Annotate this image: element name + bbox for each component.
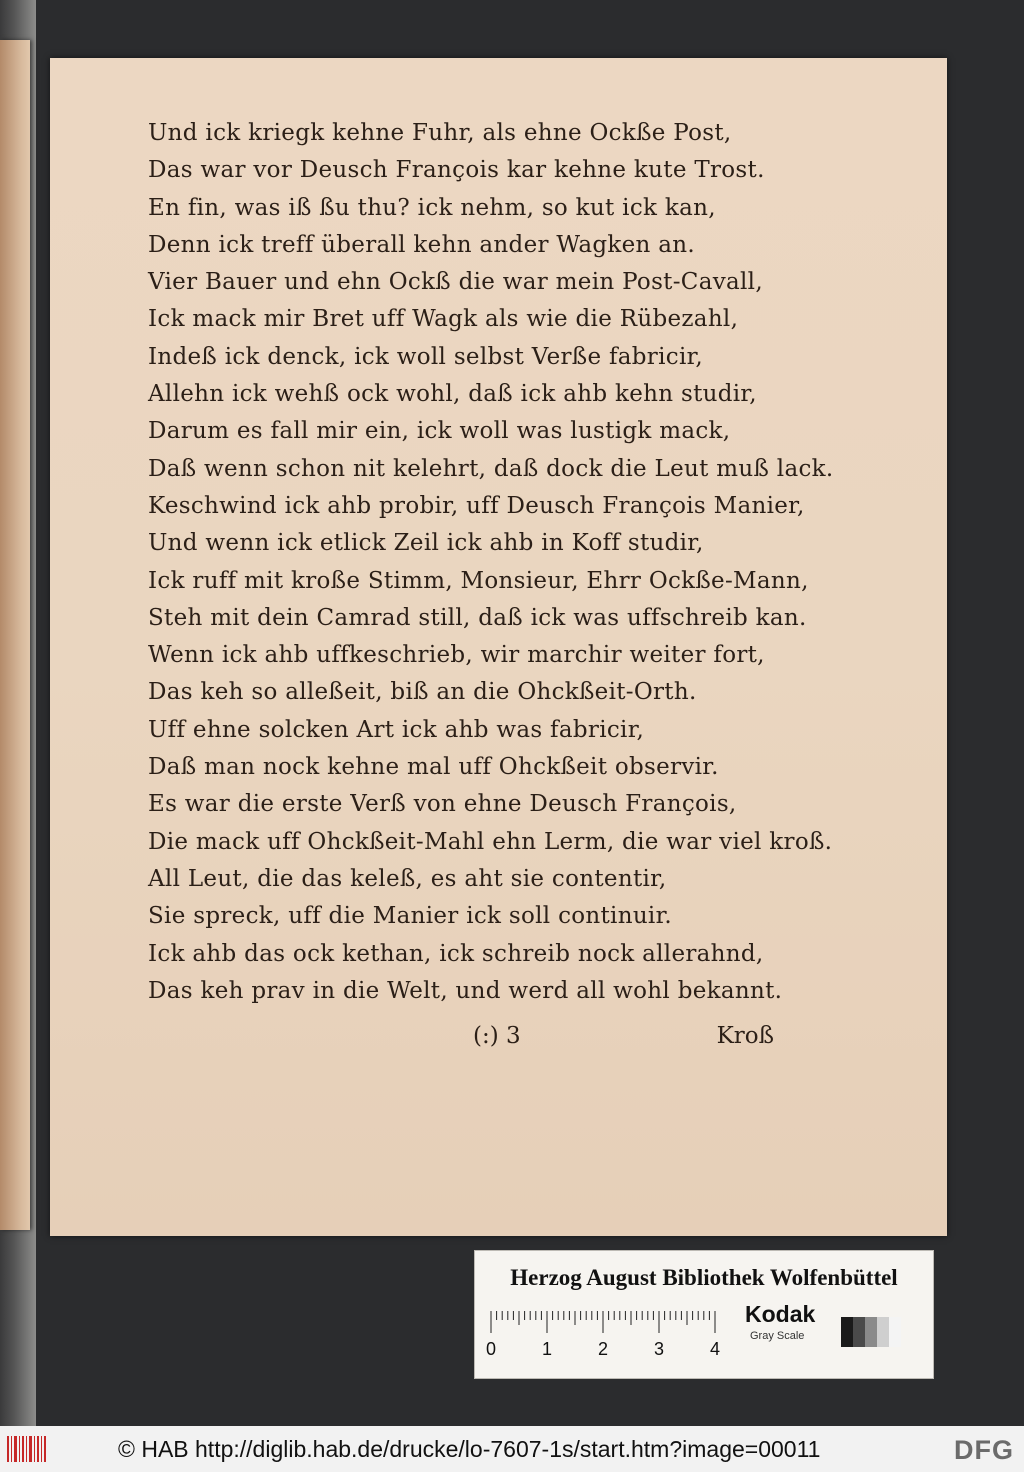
dfg-logo: DFG (954, 1435, 1014, 1465)
ruler-number: 1 (542, 1339, 553, 1359)
copyright-url[interactable]: © HAB http://diglib.hab.de/drucke/lo-7607-1s/start.htm?image=00011 (118, 1436, 821, 1462)
ruler-number: 4 (710, 1339, 721, 1359)
gray-swatch (841, 1317, 853, 1347)
text-line: Darum es fall mir ein, ick woll was lustigk mack, (148, 418, 731, 445)
library-name: Herzog August Bibliothek Wolfenbüttel (510, 1265, 898, 1290)
text-line: En fin, was iß ßu thu? ick nehm, so kut ick kan, (148, 194, 716, 221)
catchword: Kroß (716, 1023, 774, 1049)
kodak-logo: Kodak (745, 1301, 816, 1327)
text-line: Steh mit dein Camrad still, daß ick was uffschreib kan. (148, 604, 807, 631)
text-line: Ick mack mir Bret uff Wagk als wie die Rübezahl, (148, 306, 739, 333)
gray-swatches (841, 1317, 901, 1347)
text-line: Das war vor Deusch François kar kehne kute Trost. (148, 157, 765, 184)
page-footer (148, 1023, 788, 1059)
text-line: Und ick kriegk kehne Fuhr, als ehne Ockße Post, (148, 120, 732, 146)
text-line: Keschwind ick ahb probir, uff Deusch François Manier, (148, 492, 805, 519)
footer-bar (0, 1426, 1024, 1472)
facing-page-edge (0, 40, 30, 1230)
text-line: Daß man nock kehne mal uff Ohckßeit observir. (148, 754, 719, 781)
gray-swatch (853, 1317, 865, 1347)
signature-mark: (:) 3 (473, 1023, 521, 1049)
gray-swatch (877, 1317, 889, 1347)
text-line: Es war die erste Verß von ehne Deusch François, (148, 791, 737, 818)
gray-swatch (889, 1317, 901, 1347)
gray-swatch (865, 1317, 877, 1347)
text-line: Das keh so alleßeit, biß an die Ohckßeit-Orth. (148, 679, 697, 706)
text-line: All Leut, die das keleß, es aht sie contentir, (148, 865, 667, 892)
ruler-number: 0 (486, 1339, 497, 1359)
text-line: Ick ruff mit kroße Stimm, Monsieur, Ehrr Ockße-Mann, (148, 567, 809, 594)
text-line: Und wenn ick etlick Zeil ick ahb in Koff studir, (148, 530, 704, 557)
text-line: Uff ehne solcken Art ick ahb was fabricir, (148, 716, 645, 743)
text-line: Ick ahb das ock kethan, ick schreib nock allerahnd, (148, 940, 764, 967)
text-line: Allehn ick wehß ock wohl, daß ick ahb kehn studir, (148, 381, 757, 408)
text-line: Wenn ick ahb uffkeschrieb, wir marchir weiter fort, (148, 642, 765, 669)
text-line: Sie spreck, uff die Manier ick soll continuir. (148, 903, 672, 930)
text-line: Indeß ick denck, ick woll selbst Verße fabricir, (148, 343, 703, 370)
page-text (148, 115, 834, 1010)
barcode-icon (6, 1434, 48, 1464)
ruler-number: 2 (598, 1339, 609, 1359)
library-color-card (474, 1250, 934, 1379)
text-line: Die mack uff Ohckßeit-Mahl ehn Lerm, die war viel kroß. (148, 828, 833, 855)
ruler-number: 3 (654, 1339, 665, 1359)
text-line: Das keh prav in die Welt, und werd all wohl bekannt. (148, 977, 783, 1004)
text-line: Vier Bauer und ehn Ockß die war mein Post-Cavall, (148, 269, 763, 296)
text-line: Daß wenn schon nit kelehrt, daß dock die Leut muß lack. (148, 455, 834, 482)
text-line: Denn ick treff überall kehn ander Wagken an. (148, 231, 695, 258)
scale-ruler (485, 1309, 725, 1359)
gray-scale-label: Gray Scale (750, 1330, 805, 1342)
